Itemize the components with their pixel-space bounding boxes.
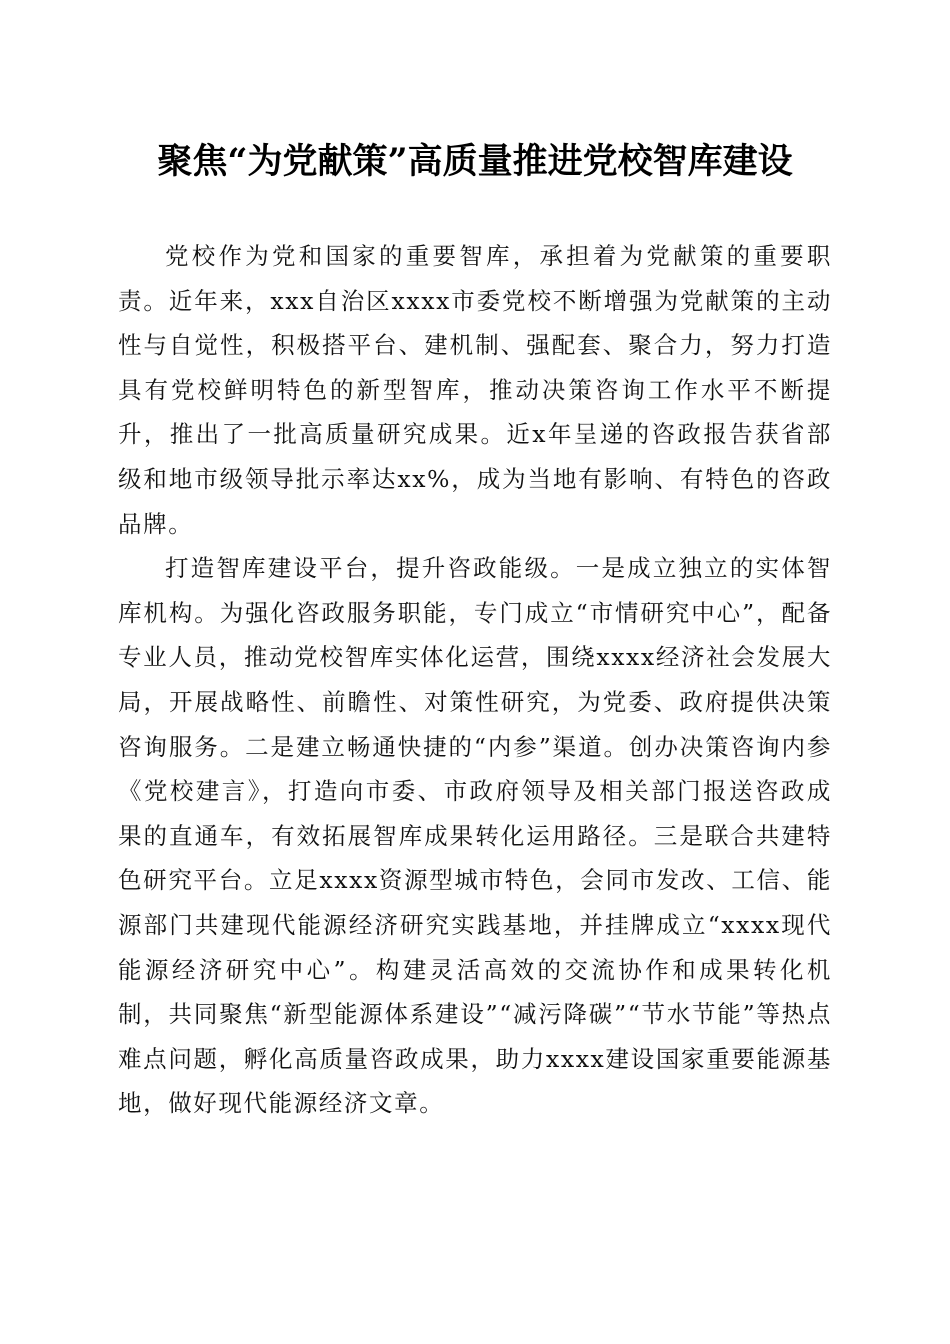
paragraph-intro: 党校作为党和国家的重要智库，承担着为党献策的重要职责。近年来，xxx自治区xxxx市委党校不断增强为党献策的主动性与自觉性，积极搭平台、建机制、强配套、聚合力，努力打造具有党校鲜明特色的新型智库，推动决策咨询工作水平不断提升，推出了一批高质量研究成果。近x年呈递的咨政报告获省部级和地市级领导批示率达xx%，成为当地有影响、有特色的咨政品牌。 (118, 242, 832, 538)
document-title: 聚焦“为党献策”高质量推进党校智库建设 (157, 141, 793, 182)
document-body (118, 234, 832, 1126)
paragraph-platform: 打造智库建设平台，提升咨政能级。一是成立独立的实体智库机构。为强化咨政服务职能，专门成立“市情研究中心”，配备专业人员，推动党校智库实体化运营，围绕xxxx经济社会发展大局，开展战略性、前瞻性、对策性研究，为党委、政府提供决策咨询服务。二是建立畅通快捷的“内参”渠道。创办决策咨询内参《党校建言》，打造向市委、市政府领导及相关部门报送咨政成果的直通车，有效拓展智库成果转化运用路径。三是联合共建特色研究平台。立足xxxx资源型城市特色，会同市发改、工信、能源部门共建现代能源经济研究实践基地，并挂牌成立“xxxx现代能源经济研究中心”。构建灵活高效的交流协作和成果转化机制，共同聚焦“新型能源体系建设”“减污降碳”“节水节能”等热点难点问题，孵化高质量咨政成果，助力xxxx建设国家重要能源基地，做好现代能源经济文章。 (118, 554, 832, 1118)
